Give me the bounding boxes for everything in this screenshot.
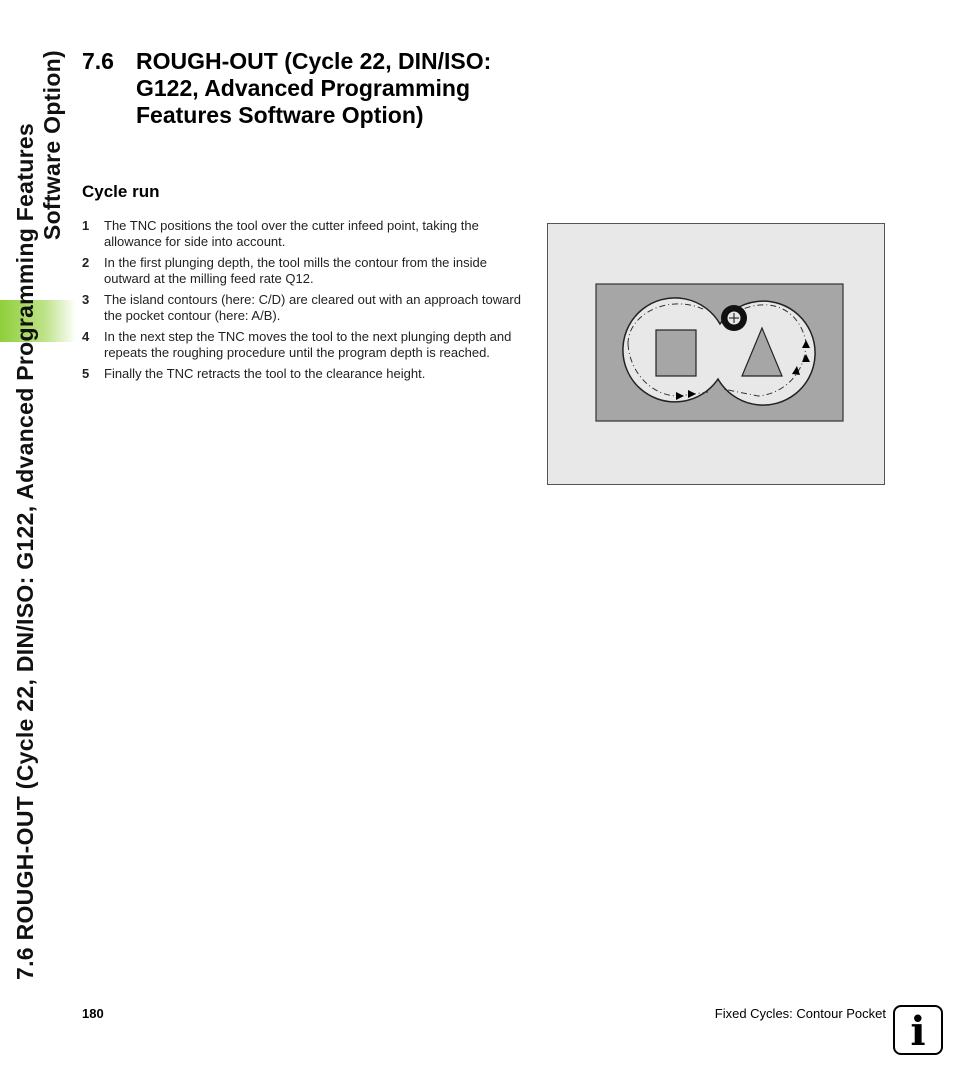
step-text: In the next step the TNC moves the tool to the next plunging depth and repeats the roughing procedure until the program depth is reached. [104,329,512,360]
step-number: 3 [82,292,90,307]
step-text: The TNC positions the tool over the cutter infeed point, taking the allowance for side into account. [104,218,479,249]
step-number: 1 [82,218,90,233]
side-title [12,50,68,980]
side-title-line-1: 7.6 ROUGH-OUT (Cycle 22, DIN/ISO: G122, Advanced Programming Features [12,122,38,980]
section-number: 7.6 [82,48,114,74]
steps-list [82,218,527,387]
step-text: In the first plunging depth, the tool mills the contour from the inside outward at the milling feed rate Q12. [104,255,487,286]
rough-out-diagram [548,224,886,486]
island-rectangle [656,330,696,376]
cycle-run-heading: Cycle run [82,182,160,201]
info-icon: i [893,1005,943,1055]
step-item [82,329,527,361]
step-number: 5 [82,366,90,381]
step-text: The island contours (here: C/D) are cleared out with an approach toward the pocket contour (here: A/B). [104,292,521,323]
step-item [82,255,527,287]
step-item [82,292,527,324]
step-number: 2 [82,255,90,270]
rough-out-illustration [547,223,885,485]
section-title: ROUGH-OUT (Cycle 22, DIN/ISO: G122, Advanced Programming Features Software Option) [136,48,492,128]
side-title-line-2: Software Option) [39,50,65,241]
step-number: 4 [82,329,90,344]
step-item [82,218,527,250]
page-number: 180 [82,1006,104,1021]
step-item [82,366,527,382]
chapter-title: Fixed Cycles: Contour Pocket [714,1006,886,1021]
step-text: Finally the TNC retracts the tool to the clearance height. [104,366,426,381]
